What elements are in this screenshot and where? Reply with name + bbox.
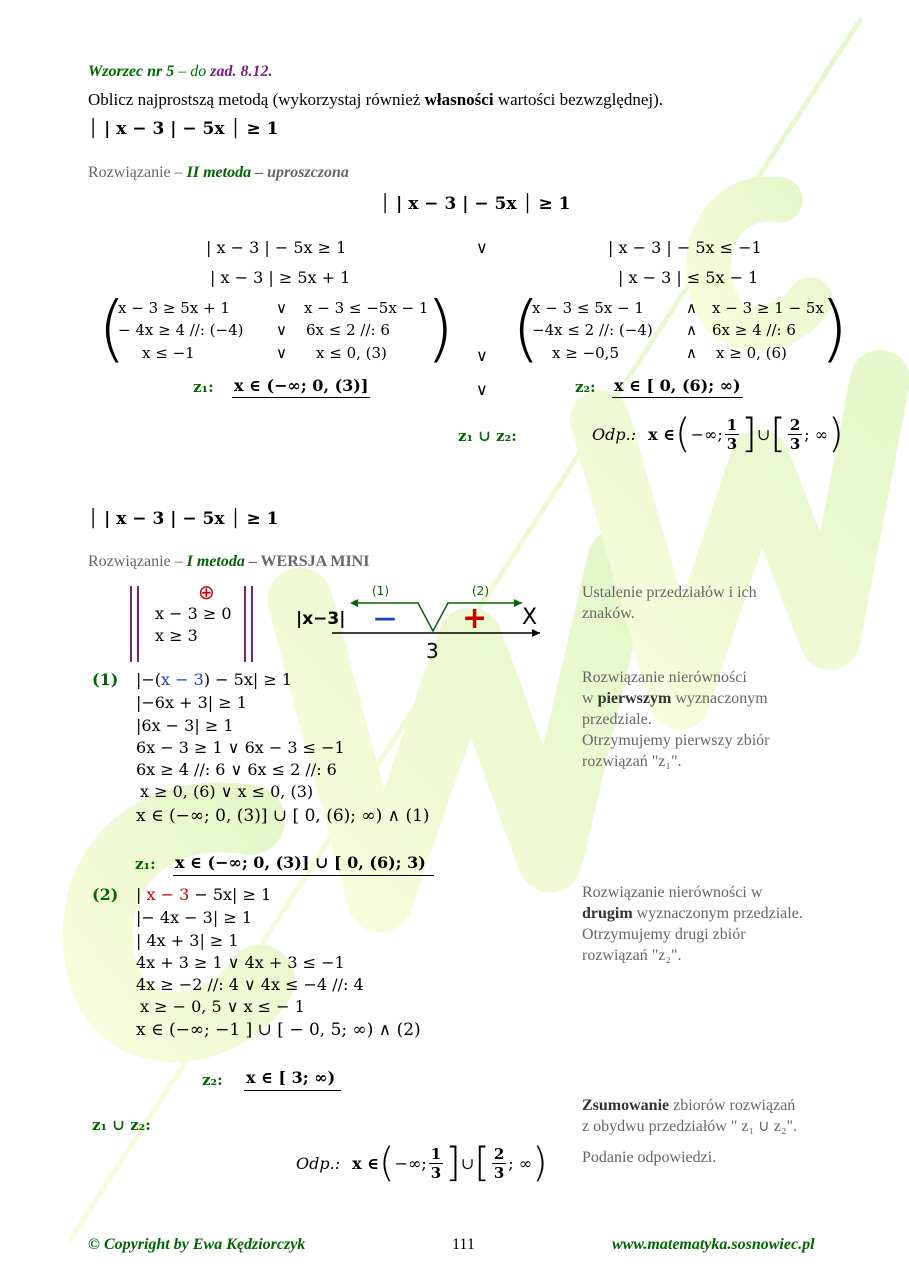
note-case1: [582, 667, 832, 772]
case1-line6: x ∈ (−∞; 0, (3)] ∪ [ 0, (6); ∞) ∧ (1): [136, 806, 430, 826]
case1-line0: [136, 670, 292, 689]
condition-line2: x ≥ 3: [155, 626, 198, 645]
answer-close-paren: ): [828, 411, 844, 457]
diagram-label-1: (1): [372, 584, 389, 598]
sign-diagram: [290, 576, 550, 666]
answer-label: Odp.:: [296, 1153, 341, 1173]
instruction-text-end: wartości bezwzględnej).: [493, 90, 664, 109]
sys-right-row3-b: x ≥ 0, (6): [716, 344, 787, 362]
note-case1-line3: przedziale.: [582, 711, 652, 728]
main-inequality: │ | x − 3 | − 5x │ ≥ 1: [88, 119, 279, 139]
answer-x-in: x ∈: [648, 424, 676, 444]
sys-right-row3-op: ∧: [686, 344, 697, 362]
case1-z1-label: z₁:: [135, 855, 156, 873]
fraction-one-third: [429, 1145, 443, 1182]
or-symbol-2: ∨: [476, 346, 488, 365]
case1-line0-c: ) − 5x| ≥ 1: [203, 670, 292, 689]
case2-z2-label: z₂:: [202, 1071, 223, 1089]
note-case2-line1: Rozwiązanie nierówności w: [582, 884, 763, 901]
method2-left-line2: | x − 3 | ≥ 5x + 1: [210, 268, 351, 287]
method2-z2-label: z₂:: [575, 378, 596, 396]
sys-right-row2-b: 6x ≥ 4 //: 6: [712, 321, 796, 339]
fraction-two-thirds: [492, 1145, 506, 1182]
method2-heading-bold: II metoda: [186, 164, 252, 181]
method1-heading-post: – WERSJA MINI: [244, 553, 370, 570]
pattern-do: do: [190, 63, 207, 80]
note-case1-pre: w: [582, 690, 598, 707]
sys-right-row3-a: x ≥ −0,5: [552, 344, 619, 362]
fraction-numerator: 2: [789, 415, 801, 434]
note-case2-post: wyznaczonym przedziale.: [632, 905, 803, 922]
note-case2-bold: drugim: [582, 905, 633, 922]
note-union-line2: z obydwu przedziałów " z₁ ∪ z₂".: [582, 1118, 797, 1135]
answer-open-paren: (: [379, 1140, 395, 1186]
case2-line5: x ≥ − 0, 5 ∨ x ≤ − 1: [140, 997, 305, 1016]
sys-right-row1-b: x − 3 ≥ 1 − 5x: [712, 299, 824, 317]
method2-right-line2: | x − 3 | ≤ 5x − 1: [618, 268, 759, 287]
note-case2-line3: Otrzymujemy drugi zbiór: [582, 926, 746, 943]
fraction-numerator: 1: [726, 415, 738, 434]
fraction-numerator: 1: [430, 1144, 442, 1163]
sys-left-row3-op: ∨: [276, 344, 287, 362]
case1-z1-value: x ∈ (−∞; 0, (3)] ∪ [ 0, (6); 3): [173, 853, 434, 876]
sys-left-row1-b: x − 3 ≤ −5x − 1: [304, 299, 429, 317]
answer-close-bracket: ]: [445, 1140, 461, 1186]
case1-number: (1): [92, 670, 119, 689]
answer-inf: ; ∞: [804, 424, 829, 444]
method2-union-label: z₁ ∪ z₂:: [458, 427, 517, 445]
note-union-line1: [582, 1095, 844, 1116]
method1-union-label: z₁ ∪ z₂:: [92, 1116, 151, 1134]
case2-number: (2): [92, 885, 119, 904]
answer-open-bracket: [: [770, 411, 786, 457]
note-case1-line4: Otrzymujemy pierwszy zbiór: [582, 732, 770, 749]
case1-line4: 6x ≥ 4 //: 6 ∨ 6x ≤ 2 //: 6: [136, 760, 337, 779]
method2-z2-value: x ∈ [ 0, (6); ∞): [612, 376, 743, 398]
instruction: [88, 90, 663, 110]
answer-close-paren: ): [532, 1140, 548, 1186]
case1-line1: |−6x + 3| ≥ 1: [136, 693, 247, 712]
answer-x-in: x ∈: [352, 1153, 380, 1173]
fraction-denominator: 3: [430, 1163, 442, 1182]
note-case1-line1: Rozwiązanie nierówności: [582, 669, 747, 686]
axis-arrow: [532, 629, 540, 637]
pattern-title: [88, 63, 272, 81]
answer-open-paren: (: [675, 411, 691, 457]
axis-point-3: 3: [426, 639, 439, 663]
method2-inequality: │ | x − 3 | − 5x │ ≥ 1: [380, 194, 571, 214]
fraction-one-third: [725, 416, 739, 453]
note-answer: Podanie odpowiedzi.: [582, 1149, 717, 1166]
method2-heading-pre: Rozwiązanie –: [88, 164, 187, 181]
right-paren-system-left: ): [426, 286, 455, 370]
note-case1-bold: pierwszym: [597, 690, 672, 707]
sys-left-row3-a: x ≤ −1: [142, 344, 195, 362]
axis-label-x: X: [522, 605, 538, 630]
sys-left-row2-a: − 4x ≥ 4 //: (−4): [118, 321, 244, 339]
or-symbol-3: ∨: [476, 380, 488, 399]
answer-label: Odp.:: [592, 424, 637, 444]
left-paren-system-left: (: [98, 286, 127, 370]
sys-right-row2-op: ∧: [686, 321, 697, 339]
case1-line3: 6x − 3 ≥ 1 ∨ 6x − 3 ≤ −1: [136, 738, 345, 757]
case2-line0-a: |: [136, 885, 147, 904]
note-union-post: zbiorów rozwiązań: [669, 1097, 796, 1114]
fraction-denominator: 3: [493, 1163, 505, 1182]
method1-heading: [88, 553, 369, 571]
case2-line4: 4x ≥ −2 //: 4 ∨ 4x ≤ −4 //: 4: [136, 975, 364, 994]
plus-sign-icon: +: [462, 601, 488, 636]
left-paren-system-right: (: [512, 286, 541, 370]
case2-z2-value: x ∈ [ 3; ∞): [244, 1068, 341, 1091]
diagram-label-2: (2): [472, 584, 489, 598]
case2-line0: [136, 885, 271, 904]
task-reference: zad. 8.12.: [206, 63, 273, 80]
sys-right-row2-a: −4x ≤ 2 //: (−4): [532, 321, 653, 339]
sys-left-row2-b: 6x ≤ 2 //: 6: [306, 321, 390, 339]
condition-left-bar: [130, 586, 139, 662]
condition-right-bar: [244, 586, 253, 662]
answer-inf: ; ∞: [508, 1153, 533, 1173]
page-number: 111: [452, 1236, 475, 1253]
condition-text: x − 3 ≥ 0: [155, 604, 232, 623]
answer-minus-inf: −∞;: [394, 1153, 427, 1173]
note-intervals: Ustalenie przedziałów i ich znaków.: [582, 584, 757, 622]
note-case2-line2: [582, 903, 852, 924]
or-symbol-1: ∨: [476, 238, 488, 257]
method1-inequality: │ | x − 3 | − 5x │ ≥ 1: [88, 509, 279, 529]
pattern-number: Wzorzec nr 5: [88, 63, 175, 80]
instruction-text: Oblicz najprostszą metodą (wykorzystaj również: [88, 90, 425, 109]
note-union: [582, 1095, 844, 1137]
fraction-denominator: 3: [789, 434, 801, 453]
condition-line1: [155, 604, 232, 623]
sys-right-row1-a: x − 3 ≤ 5x − 1: [532, 299, 644, 317]
case2-line0-b: x − 3: [146, 885, 190, 904]
method2-heading-post: – uproszczona: [251, 164, 349, 181]
instruction-bold: własności: [424, 90, 494, 109]
case2-line6: x ∈ (−∞; −1 ] ∪ [ − 0, 5; ∞) ∧ (2): [136, 1020, 421, 1040]
note-case1-line5: rozwiązań "z₁".: [582, 753, 682, 770]
sys-left-row3-b: x ≤ 0, (3): [316, 344, 387, 362]
pattern-dash: –: [174, 63, 191, 80]
case2-line2: | 4x + 3| ≥ 1: [136, 931, 239, 950]
note-case2-line4: rozwiązań "z₂".: [582, 947, 682, 964]
method2-heading: [88, 164, 349, 182]
method2-z1-label: z₁:: [193, 378, 214, 396]
fraction-two-thirds: [788, 416, 802, 453]
sys-left-row2-op: ∨: [276, 321, 287, 339]
sys-left-row1-op: ∨: [276, 299, 287, 317]
sys-left-row1-a: x − 3 ≥ 5x + 1: [118, 299, 230, 317]
method2-answer: [592, 412, 844, 456]
footer-copyright: © Copyright by Ewa Kędziorczyk: [88, 1236, 306, 1253]
footer-url[interactable]: www.matematyka.sosnowiec.pl: [612, 1236, 815, 1253]
case2-line3: 4x + 3 ≥ 1 ∨ 4x + 3 ≤ −1: [136, 953, 345, 972]
interval-arrow-right: [514, 599, 522, 607]
note-union-bold: Zsumowanie: [582, 1097, 670, 1114]
answer-open-bracket: [: [474, 1140, 490, 1186]
interval-arrow-left: [350, 599, 358, 607]
minus-sign-icon: —: [374, 606, 396, 631]
case2-line1: |− 4x − 3| ≥ 1: [136, 908, 252, 927]
note-case2: [582, 882, 852, 966]
case1-line0-b: x − 3: [161, 670, 204, 689]
answer-union: ∪: [756, 424, 771, 444]
answer-union: ∪: [460, 1153, 475, 1173]
sys-right-row1-op: ∧: [686, 299, 697, 317]
case2-line0-c: − 5x| ≥ 1: [189, 885, 272, 904]
case1-line0-a: |−(: [136, 670, 162, 689]
diagram-abs-label: |x−3|: [296, 609, 346, 629]
method1-answer: [296, 1141, 548, 1185]
method1-heading-bold: I metoda: [186, 553, 245, 570]
answer-minus-inf: −∞;: [690, 424, 723, 444]
method2-right-line1: | x − 3 | − 5x ≤ −1: [608, 238, 762, 257]
right-paren-system-right: ): [820, 286, 849, 370]
method1-heading-pre: Rozwiązanie –: [88, 553, 187, 570]
case1-line2: |6x − 3| ≥ 1: [136, 716, 234, 735]
answer-close-bracket: ]: [741, 411, 757, 457]
case1-line5: x ≥ 0, (6) ∨ x ≤ 0, (3): [140, 782, 314, 801]
oplus-icon: ⊕: [198, 580, 215, 604]
method2-left-line1: | x − 3 | − 5x ≥ 1: [206, 238, 347, 257]
fraction-numerator: 2: [493, 1144, 505, 1163]
method2-z1-value: x ∈ (−∞; 0, (3)]: [232, 376, 370, 398]
note-case1-line2: [582, 688, 832, 709]
fraction-denominator: 3: [726, 434, 738, 453]
note-case1-post: wyznaczonym: [671, 690, 768, 707]
